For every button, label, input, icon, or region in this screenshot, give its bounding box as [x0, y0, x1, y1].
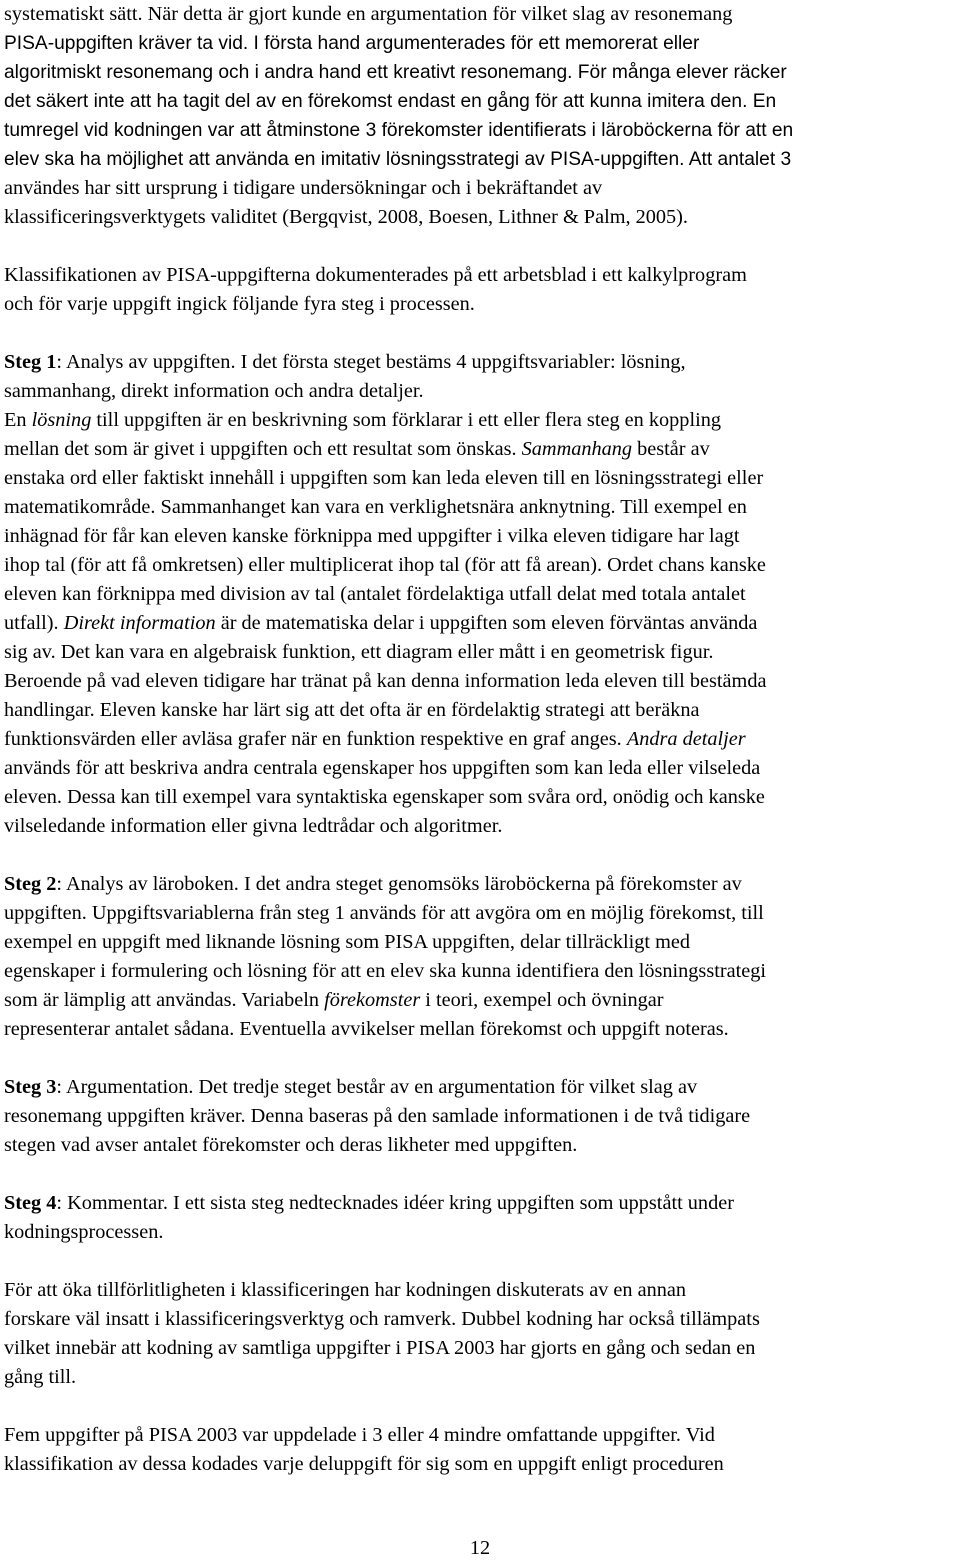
text-line: ihop tal (för att få omkretsen) eller multiplicerat ihop tal (för att få arean). Ordet chans kanske	[4, 554, 766, 576]
text-line: sammanhang, direkt information och andra detaljer.	[4, 380, 424, 402]
text-line: eleven. Dessa kan till exempel vara syntaktiska egenskaper som svåra ord, onödig och kanske	[4, 786, 765, 808]
text-line: matematikområde. Sammanhanget kan vara en verklighetsnära anknytning. Till exempel en	[4, 496, 747, 518]
step-2-section	[4, 870, 954, 1044]
step-3-heading: : Argumentation.	[56, 1076, 194, 1098]
text-line: det säkert inte att ha tagit del av en förekomst endast en gång för att kunna imitera den. En	[4, 91, 777, 112]
term-sammanhang: Sammanhang	[521, 438, 633, 460]
step-4-label: Steg 4	[4, 1192, 57, 1214]
step-1-section	[4, 348, 954, 841]
text-line: sig av. Det kan vara en algebraisk funktion, ett diagram eller mått i en geometrisk figur.	[4, 641, 714, 663]
text-run: i teori, exempel och övningar	[420, 989, 664, 1011]
step-2-label: Steg 2	[4, 873, 57, 895]
text-line: enstaka ord eller faktiskt innehåll i uppgiften som kan leda eleven till en lösningsstrategi eller	[4, 467, 764, 489]
paragraph-intro	[4, 0, 954, 232]
text-run: är de matematiska delar i uppgiften som eleven förväntas använda	[215, 612, 758, 634]
term-losning: lösning	[31, 409, 92, 431]
text-line: användes har sitt ursprung i tidigare undersökningar och i bekräftandet av	[4, 177, 603, 199]
text-line: klassificeringsverktygets validitet (Bergqvist, 2008, Boesen, Lithner & Palm, 2005).	[4, 206, 689, 228]
text-line: systematiskt sätt. När detta är gjort kunde en argumentation för vilket slag av resonemang	[4, 3, 733, 25]
text-line: uppgiften. Uppgiftsvariablerna från steg 1 används för att avgöra om en möjlig förekomst, till	[4, 902, 764, 924]
text-run: som är lämplig att användas. Variabeln	[4, 989, 325, 1011]
text-run: mellan det som är givet i uppgiften och ett resultat som önskas.	[4, 438, 522, 460]
text-line	[4, 406, 954, 435]
text-line: handlingar. Eleven kanske har lärt sig att det ofta är en fördelaktig strategi att beräkna	[4, 699, 700, 721]
text-run: I ett sista steg nedtecknades idéer kring uppgiften som uppstått under	[167, 1192, 734, 1214]
step-3-label: Steg 3	[4, 1076, 57, 1098]
text-line	[4, 609, 954, 638]
step-1-heading-line	[4, 348, 954, 377]
text-line: För att öka tillförlitligheten i klassificeringen har kodningen diskuterats av en annan	[4, 1279, 687, 1301]
text-line: kodningsprocessen.	[4, 1221, 164, 1243]
text-line	[4, 435, 954, 464]
text-line: forskare väl insatt i klassificeringsverktyg och ramverk. Dubbel kodning har också tillämpats	[4, 1308, 760, 1330]
text-run: funktionsvärden eller avläsa grafer när en funktion respektive en graf anges.	[4, 728, 627, 750]
paragraph-classification	[4, 261, 954, 319]
text-line: exempel en uppgift med liknande lösning som PISA uppgiften, delar tillräckligt med	[4, 931, 691, 953]
text-line: används för att beskriva andra centrala egenskaper hos uppgiften som kan leda eller vilseleda	[4, 757, 761, 779]
paragraph-subtasks	[4, 1421, 954, 1479]
text-run: Det tredje steget består av en argumentation för vilket slag av	[193, 1076, 698, 1098]
term-andra-detaljer: Andra detaljer	[626, 728, 746, 750]
step-3-section	[4, 1073, 954, 1160]
term-direkt-information: Direkt information	[63, 612, 216, 634]
step-2-heading: : Analys av läroboken.	[56, 873, 239, 895]
text-run: består av	[632, 438, 710, 460]
text-line	[4, 986, 954, 1015]
text-line: vilseledande information eller givna ledtrådar och algoritmer.	[4, 815, 503, 837]
text-line: tumregel vid kodningen var att åtminstone 3 förekomster identifierats i läroböckerna för att en	[4, 120, 794, 141]
step-4-heading: : Kommentar.	[56, 1192, 168, 1214]
text-line: vilket innebär att kodning av samtliga uppgifter i PISA 2003 har gjorts en gång och sedan en	[4, 1337, 756, 1359]
text-line: och för varje uppgift ingick följande fyra steg i processen.	[4, 293, 475, 315]
text-run: En	[4, 409, 32, 431]
step-1-heading: : Analys av uppgiften.	[56, 351, 236, 373]
text-line	[4, 725, 954, 754]
step-3-heading-line	[4, 1073, 954, 1102]
paragraph-reliability	[4, 1276, 954, 1392]
text-line: Beroende på vad eleven tidigare har tränat på kan denna information leda eleven till bestämda	[4, 670, 767, 692]
text-line: inhägnad för får kan eleven kanske förknippa med uppgifter i vilka eleven tidigare har lagt	[4, 525, 740, 547]
page-number: 12	[469, 1537, 491, 1559]
text-line: Klassifikationen av PISA-uppgifterna dokumenterades på ett arbetsblad i ett kalkylprogram	[4, 264, 747, 286]
text-line: eleven kan förknippa med division av tal (antalet fördelaktiga utfall delat med totala antalet	[4, 583, 746, 605]
text-line: PISA-uppgiften kräver ta vid. I första hand argumenterades för ett memorerat eller	[4, 33, 700, 54]
text-line: resonemang uppgiften kräver. Denna baseras på den samlade informationen i de två tidigare	[4, 1105, 751, 1127]
text-run: I det andra steget genomsöks läroböckerna på förekomster av	[238, 873, 742, 895]
text-line: algoritmiskt resonemang och i andra hand ett kreativt resonemang. För många elever räcker	[4, 62, 787, 83]
term-forekomster: förekomster	[324, 989, 421, 1011]
text-line: klassifikation av dessa kodades varje deluppgift för sig som en uppgift enligt proceduren	[4, 1453, 724, 1475]
step-4-section	[4, 1189, 954, 1247]
step-2-heading-line	[4, 870, 954, 899]
text-line: egenskaper i formulering och lösning för att en elev ska kunna identifiera den lösningsstrategi	[4, 960, 767, 982]
step-1-label: Steg 1	[4, 351, 57, 373]
text-run: I det första steget bestäms 4 uppgiftsvariabler: lösning,	[235, 351, 686, 373]
step-4-heading-line	[4, 1189, 954, 1218]
text-line: Fem uppgifter på PISA 2003 var uppdelade i 3 eller 4 mindre omfattande uppgifter. Vid	[4, 1424, 715, 1446]
document-page	[4, 0, 954, 1479]
text-line: gång till.	[4, 1366, 77, 1388]
text-run: till uppgiften är en beskrivning som förklarar i ett eller flera steg en koppling	[91, 409, 722, 431]
text-run: utfall).	[4, 612, 64, 634]
text-line: representerar antalet sådana. Eventuella avvikelser mellan förekomst och uppgift noteras.	[4, 1018, 729, 1040]
text-line: stegen vad avser antalet förekomster och deras likheter med uppgiften.	[4, 1134, 578, 1156]
text-line: elev ska ha möjlighet att använda en imitativ lösningsstrategi av PISA-uppgiften. Att antalet 3	[4, 149, 792, 170]
